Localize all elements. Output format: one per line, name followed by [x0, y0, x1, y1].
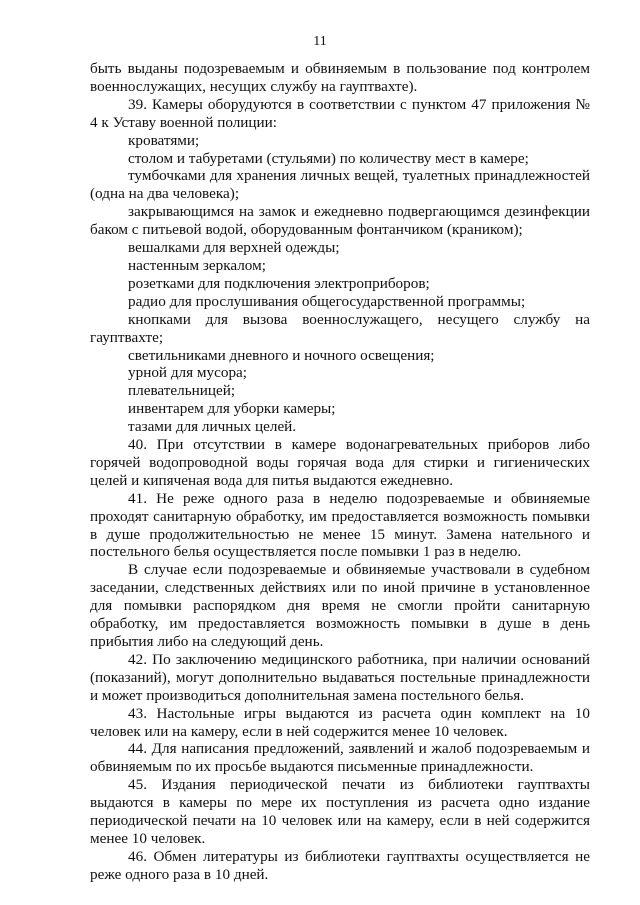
- paragraph-41: 41. Не реже одного раза в неделю подозреваемые и обвиняемые проходят санитарную обработку, им предоставляется возможность помывки в душе продолжительностью не менее 15 минут. Замена нательного и постельного белья осуществляется после помывки 1 раз в неделю.: [90, 489, 590, 561]
- list-item: кроватями;: [128, 131, 200, 149]
- paragraph-continuation: быть выданы подозреваемым и обвиняемым в пользование под контролем военнослужащих, несущих службу на гауптвахте).: [90, 60, 590, 95]
- list-item: тумбочками для хранения личных вещей, туалетных принадлежностей (одна на два человека);: [90, 167, 590, 203]
- list-item: радио для прослушивания общегосударственной программы;: [128, 292, 526, 310]
- paragraph-44: 44. Для написания предложений, заявлений и жалоб подозреваемым и обвиняемым по их просьбе выдаются письменные принадлежности.: [90, 740, 590, 776]
- list-item: вешалками для верхней одежды;: [128, 239, 340, 257]
- list-item: закрывающимся на замок и ежедневно подвергающимся дезинфекции баком с питьевой водой, оборудованным фонтанчиком (краником);: [90, 203, 590, 239]
- list-item: настенным зеркалом;: [128, 256, 266, 274]
- paragraph-43: 43. Настольные игры выдаются из расчета один комплект на 10 человек или на камеру, если в ней содержится менее 10 человек.: [90, 704, 590, 740]
- document-body: [90, 60, 590, 884]
- paragraph-41-continued: В случае если подозреваемые и обвиняемые участвовали в судебном заседании, следственных действиях или по иной причине в установленное для помывки распорядком дня время не смогли пройти санитарную обработку, им предоставляется возможность помывки в душе в день прибытия либо на следующий день.: [90, 561, 590, 650]
- list-item: плевательницей;: [128, 382, 236, 400]
- list-item: столом и табуретами (стульями) по количеству мест в камере;: [128, 149, 529, 167]
- paragraph-42: 42. По заключению медицинского работника, при наличии оснований (показаний), могут дополнительно выдаваться постельные принадлежности и может производиться дополнительная замена постельного белья.: [90, 650, 590, 704]
- list-item: урной для мусора;: [128, 364, 248, 382]
- list-item: светильниками дневного и ночного освещения;: [128, 346, 435, 364]
- list-item: кнопками для вызова военнослужащего, несущего службу на гауптвахте;: [90, 310, 590, 346]
- list-item: розетками для подключения электроприборов;: [128, 274, 430, 292]
- list-item: инвентарем для уборки камеры;: [128, 400, 336, 418]
- page-number: 11: [313, 34, 327, 49]
- list-item: тазами для личных целей.: [128, 418, 297, 436]
- paragraph-45: 45. Издания периодической печати из библиотеки гауптвахты выдаются в камеры по мере их поступления из расчета одно издание периодической печати на 10 человек или на камеру, если в ней содержится менее 10 человек.: [90, 776, 590, 847]
- paragraph-40: 40. При отсутствии в камере водонагревательных приборов либо горячей водопроводной воды горячая вода для стирки и гигиенических целей и кипяченая вода для питья выдаются ежедневно.: [90, 436, 590, 489]
- paragraph-46: 46. Обмен литературы из библиотеки гауптвахты осуществляется не реже одного раза в 10 дней.: [90, 847, 590, 883]
- paragraph-39: 39. Камеры оборудуются в соответствии с пунктом 47 приложения № 4 к Уставу военной полиции:: [90, 95, 590, 131]
